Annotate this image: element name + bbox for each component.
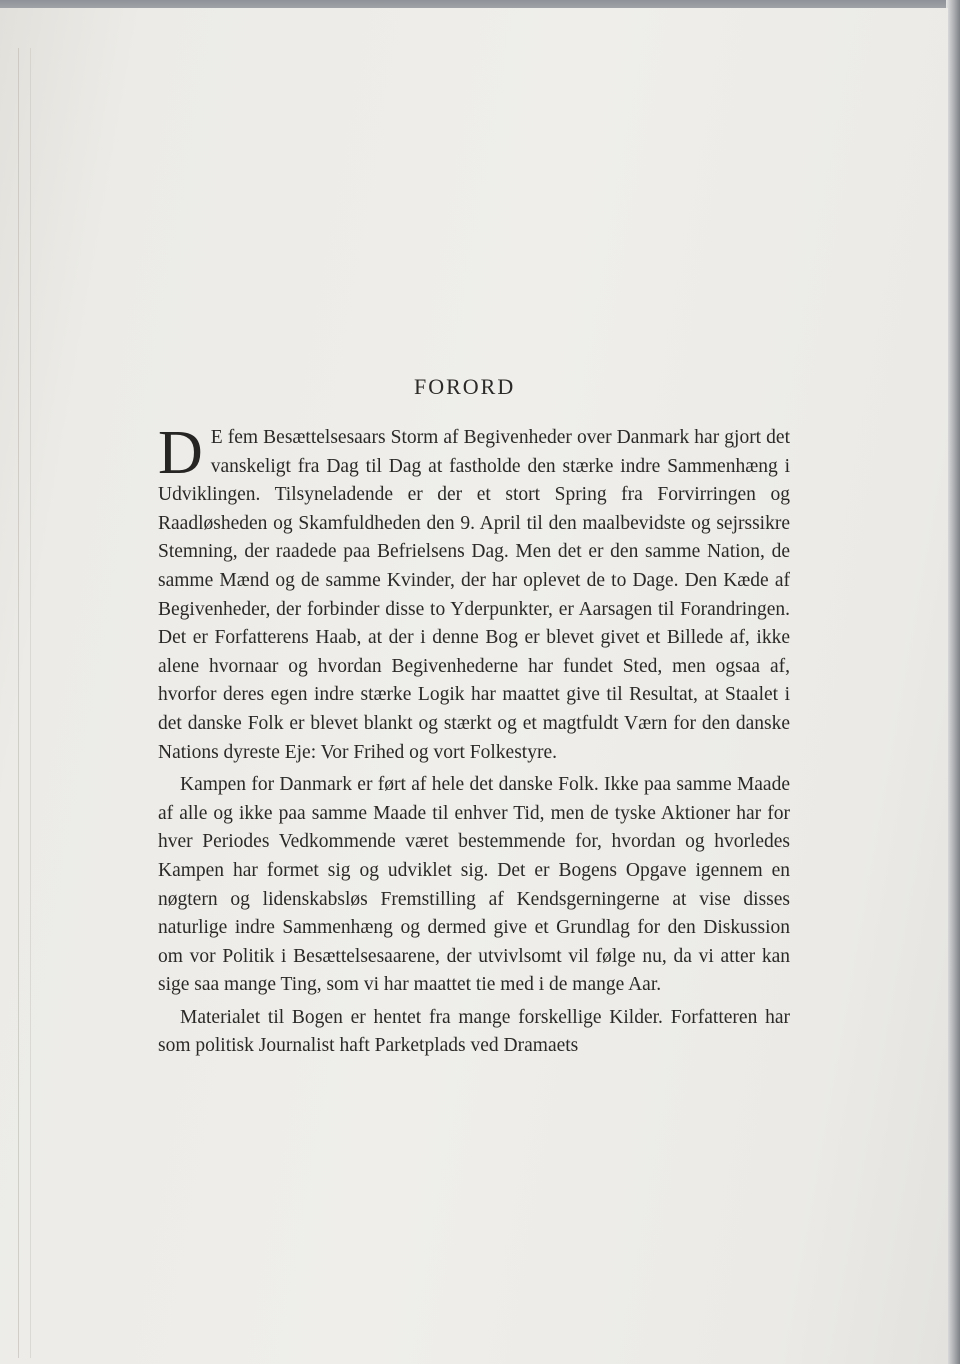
page-leaf-edge <box>30 48 31 1358</box>
page-leaf-edge <box>18 48 19 1358</box>
paragraph-1-text: E fem Besættelsesaars Storm af Begivenheder over Danmark har gjort det vanskeligt fra Dag til Dag at fastholde den stærke indre Sammenhæng i Udviklingen. Tilsyneladende er der et stort Spring fra Forvirringen og Raadløsheden og Skamfuldheden den 9. April til den maalbevidste og sejrssikre Stemning, der raadede paa Befrielsens Dag. Men det er den samme Nation, de samme Mænd og de samme Kvinder, der har oplevet de to Dage. Den Kæde af Begivenheder, der forbinder disse to Yderpunkter, er Aarsagen til Forandringen. Det er Forfatterens Haab, at der i denne Bog er blevet givet et Billede af, ikke alene hvornaar og hvordan Begivenhederne har fundet Sted, men ogsaa af, hvorfor deres egen indre stærke Logik har maattet give til Resultat, at Staalet i det danske Folk er blevet blankt og stærkt og et magtfuldt Værn for den danske Nations dyreste Eje: Vor Frihed og vort Folkestyre. <box>158 427 790 763</box>
paragraph-1 <box>158 419 790 767</box>
background-surface-right <box>946 0 960 1364</box>
paragraph-3: Materialet til Bogen er hentet fra mange forskellige Kilder. Forfatteren har som politisk Journalist haft Parketplads ved Dramaets <box>158 1006 790 1057</box>
body-text <box>158 419 790 1061</box>
page-title: FORORD <box>414 374 516 399</box>
paragraph-2: Kampen for Danmark er ført af hele det danske Folk. Ikke paa samme Maade af alle og ikke paa samme Maade til enhver Tid, men de tyske Aktioner har for hver Periodes Vedkommende været bestemmende for, hvordan og hvorledes Kampen har formet sig og udviklet sig. Det er Bogens Opgave igennem en nøgtern og lidenskabsløs Fremstilling af Kendsgerningerne at vise disses naturlige indre Sammenhæng og dermed give et Grundlag for den Diskussion om vor Politik i Besættelsesaarene, der utvivlsomt vil følge nu, da vi atter kan sige saa mange Ting, som vi har maattet tie med i de mange Aar. <box>158 774 790 996</box>
drop-cap: D <box>158 419 203 487</box>
